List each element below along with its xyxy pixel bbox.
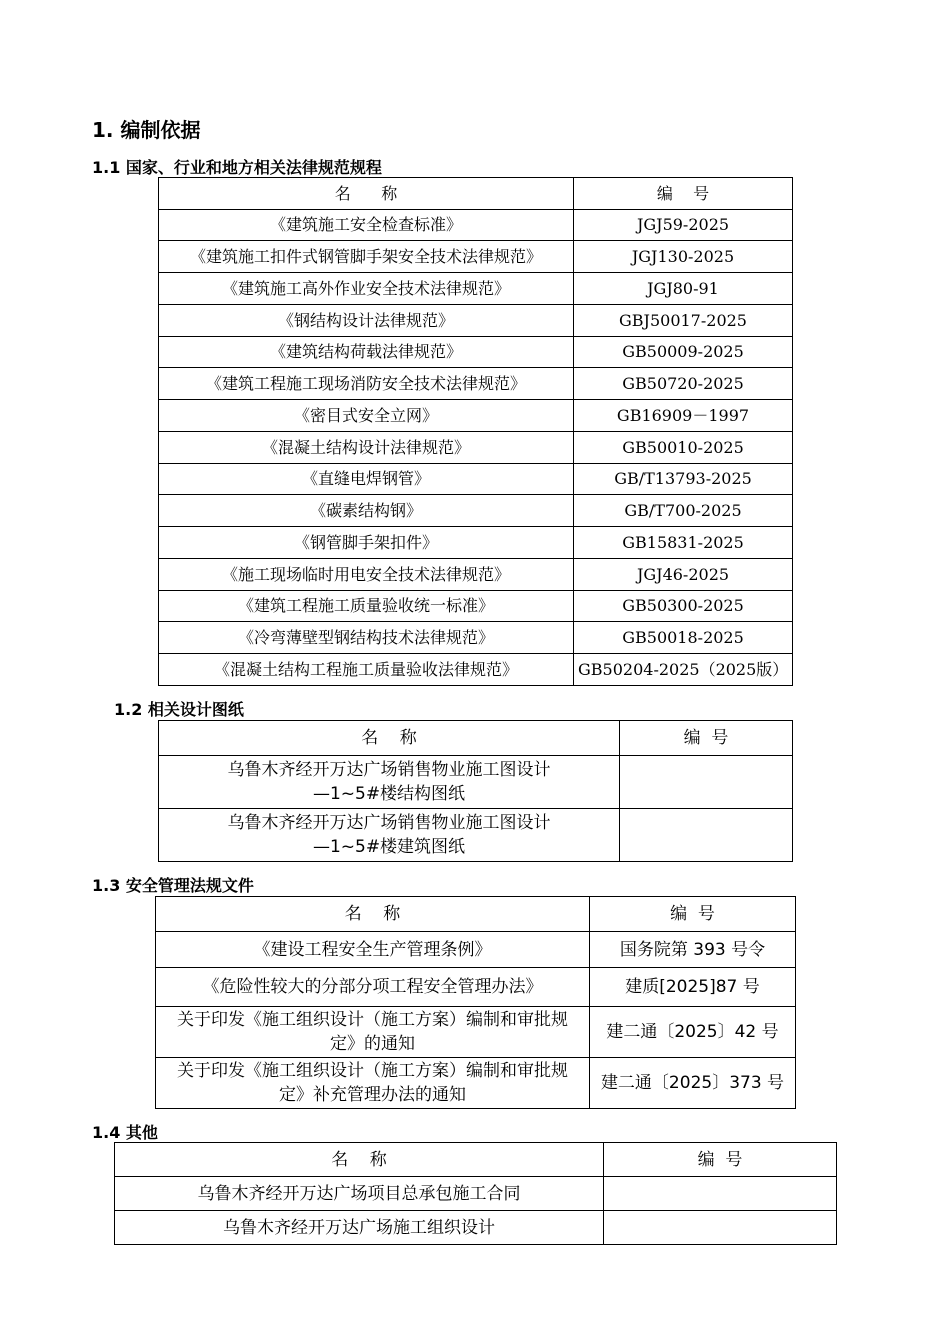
header-name: 名 称 [156,897,590,932]
table-row [156,1058,796,1109]
row-code: 建二通〔2025〕373 号 [590,1058,796,1109]
table-row [159,368,793,400]
table-header-row [156,897,796,932]
page-heading: 1. 编制依据 [92,118,201,142]
row-name [159,756,620,809]
row-name [159,241,574,273]
table-row [159,809,793,862]
row-name-line1: 乌鲁木齐经开万达广场销售物业施工图设计 [227,760,551,780]
header-name: 名 称 [159,721,620,756]
row-name-text: 《建筑施工扣件式钢管脚手架安全技术法律规范》 [189,246,542,266]
row-name: 《碳素结构钢》 [159,495,574,527]
row-name: 《建筑施工安全检查标准》 [159,210,574,241]
row-name: 《混凝土结构工程施工质量验收法律规范》 [159,654,574,686]
row-code: JGJ46-2025 [574,559,793,591]
section-1-4-title: 1.4 其他 [92,1123,158,1142]
header-name: 名 称 [115,1143,604,1177]
row-name: 《建筑工程施工质量验收统一标准》 [159,591,574,622]
row-name-line2: —1~5#楼结构图纸 [312,784,466,804]
row-name: 《建筑施工高外作业安全技术法律规范》 [159,273,574,305]
table-header-row [159,178,793,210]
row-code: 国务院第 393 号令 [590,932,796,968]
table-header-row [115,1143,837,1177]
table-row [159,400,793,432]
table-row [159,654,793,686]
table-row [159,756,793,809]
table-row [156,932,796,968]
table-row [159,210,793,241]
header-name: 名 称 [159,178,574,210]
row-name: 《建设工程安全生产管理条例》 [156,932,590,968]
row-name: 《危险性较大的分部分项工程安全管理办法》 [156,968,590,1007]
row-code: GB50720-2025 [574,368,793,400]
row-code: GB15831-2025 [574,527,793,559]
row-code: GBJ50017-2025 [574,305,793,337]
row-code: JGJ130-2025 [574,241,793,273]
section-1-2-title: 1.2 相关设计图纸 [114,700,244,719]
row-code: GB50300-2025 [574,591,793,622]
row-name: 关于印发《施工组织设计（施工方案）编制和审批规定》补充管理办法的通知 [156,1058,590,1109]
row-code: JGJ59-2025 [574,210,793,241]
table-row [159,622,793,654]
header-code: 编 号 [590,897,796,932]
row-code [620,756,793,809]
row-name: 《建筑结构荷载法律规范》 [159,337,574,368]
header-code: 编 号 [604,1143,837,1177]
row-name: 关于印发《施工组织设计（施工方案）编制和审批规定》的通知 [156,1007,590,1058]
row-name: 乌鲁木齐经开万达广场施工组织设计 [115,1211,604,1245]
row-code [604,1177,837,1211]
table-row [159,273,793,305]
table-row [159,464,793,495]
row-code: GB50018-2025 [574,622,793,654]
section-1-3-title: 1.3 安全管理法规文件 [92,876,254,895]
row-code [574,654,793,686]
table-row [156,1007,796,1058]
table-row [159,591,793,622]
row-name: 《密目式安全立网》 [159,400,574,432]
row-name-line2: —1~5#楼建筑图纸 [312,837,466,857]
row-code: JGJ80-91 [574,273,793,305]
header-code: 编 号 [574,178,793,210]
row-code: GB16909－1997 [574,400,793,432]
table-row [159,305,793,337]
row-name: 《冷弯薄壁型钢结构技术法律规范》 [159,622,574,654]
table-row [159,337,793,368]
safety-docs-table [155,896,796,1109]
row-name: 《直缝电焊钢管》 [159,464,574,495]
table-row [156,968,796,1007]
row-name: 乌鲁木齐经开万达广场项目总承包施工合同 [115,1177,604,1211]
row-name: 《钢管脚手架扣件》 [159,527,574,559]
table-row [159,495,793,527]
row-name: 《建筑工程施工现场消防安全技术法律规范》 [159,368,574,400]
header-code: 编 号 [620,721,793,756]
table-row [115,1177,837,1211]
drawings-table [158,720,793,862]
row-code: GB50010-2025 [574,432,793,464]
row-name [159,809,620,862]
row-code: 建二通〔2025〕42 号 [590,1007,796,1058]
row-code: 建质[2025]87 号 [590,968,796,1007]
table-row [159,432,793,464]
table-header-row [159,721,793,756]
row-name: 《钢结构设计法律规范》 [159,305,574,337]
regulations-table [158,177,793,686]
table-row [115,1211,837,1245]
row-code: GB/T13793-2025 [574,464,793,495]
row-name-line1: 乌鲁木齐经开万达广场销售物业施工图设计 [227,813,551,833]
row-code [604,1211,837,1245]
table-row [159,559,793,591]
row-code: GB50009-2025 [574,337,793,368]
row-name: 《混凝土结构设计法律规范》 [159,432,574,464]
row-name: 《施工现场临时用电安全技术法律规范》 [159,559,574,591]
row-code-text: GB50204-2025（2025版） [578,659,788,679]
row-code: GB/T700-2025 [574,495,793,527]
other-docs-table [114,1142,837,1245]
section-1-1-title: 1.1 国家、行业和地方相关法律规范规程 [92,158,382,177]
table-row [159,527,793,559]
table-row [159,241,793,273]
row-code [620,809,793,862]
